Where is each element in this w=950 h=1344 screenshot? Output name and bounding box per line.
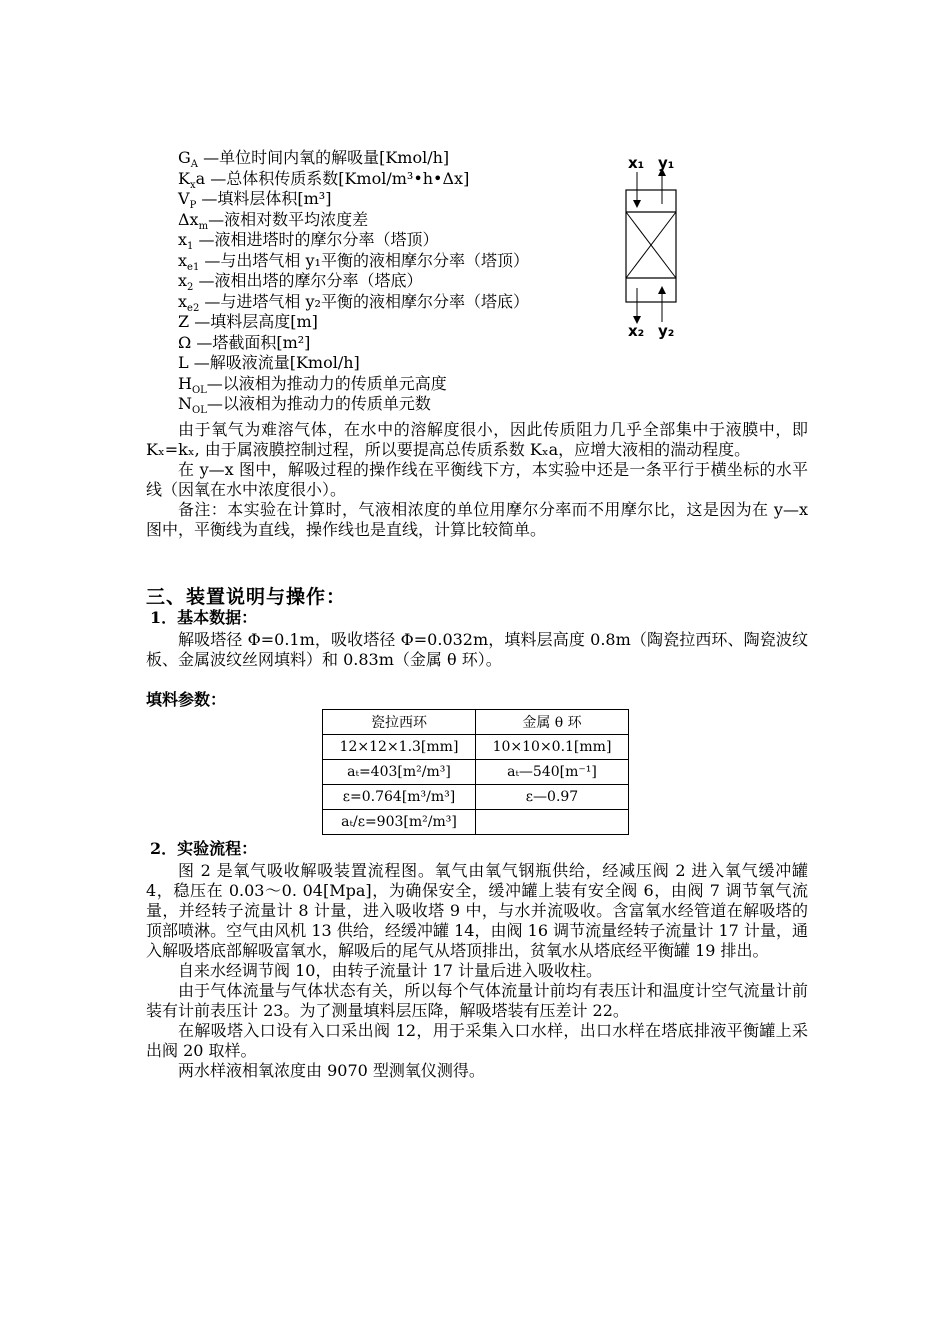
symbol-description: —塔截面积[m²]	[191, 332, 311, 352]
table-cell: ε—0.97	[476, 785, 629, 810]
symbol-description: —与出塔气相 y₁平衡的液相摩尔分率（塔顶）	[199, 250, 529, 270]
section-3-heading: 三、装置说明与操作：	[146, 586, 347, 608]
table-header-row	[323, 710, 629, 735]
symbol-subscript: e2	[187, 302, 200, 314]
column-shell	[626, 190, 676, 302]
basic-data-heading: 1．基本数据：	[150, 608, 258, 627]
symbol-name: Z	[178, 312, 190, 331]
symbol-description: —液相进塔时的摩尔分率（塔顶）	[193, 230, 439, 249]
symbol-description: —填料层体积[m³]	[196, 189, 332, 208]
packing-params-heading: 填料参数：	[146, 690, 227, 709]
flow-section	[146, 861, 808, 1081]
packed-column-figure	[612, 150, 692, 350]
table-header-cell: 金属 θ 环	[476, 710, 629, 735]
table-row	[323, 785, 629, 810]
symbol-definition	[178, 169, 469, 189]
basic-data-text: 解吸塔径 Φ=0.1m，吸收塔径 Φ=0.032m，填料层高度 0.8m（陶瓷拉西环、陶瓷波纹板、金属波纹丝网填料）和 0.83m（金属 θ 环）。	[146, 630, 808, 669]
symbol-definition	[178, 312, 318, 332]
flow-heading: 2．实验流程：	[150, 839, 258, 858]
label-y1: y₁	[658, 154, 675, 172]
symbol-description: —单位时间内氧的解吸量[Kmol/h]	[198, 148, 450, 167]
symbol-subscript: e1	[187, 261, 200, 273]
symbol-subscript: m	[198, 220, 209, 232]
symbol-subscript: x	[189, 179, 196, 191]
symbol-subscript: 1	[187, 241, 194, 253]
symbol-description: —以液相为推动力的传质单元数	[206, 394, 431, 413]
symbol-description: —与进塔气相 y₂平衡的液相摩尔分率（塔底）	[199, 291, 529, 311]
symbol-definition	[178, 148, 450, 171]
label-x2: x₂	[628, 322, 645, 340]
intro-paragraph-1: 由于氧气为难溶气体，在水中的溶解度很小，因此传质阻力几乎全部集中于液膜中，即 Kₓ=kₓ, 由于属液膜控制过程，所以要提高总传质系数 Kₓa，应增大液相的湍动程度。	[146, 420, 808, 459]
table-row	[323, 735, 629, 760]
symbol-definition	[178, 353, 360, 373]
symbol-definition	[178, 394, 431, 417]
symbol-name: G	[178, 148, 191, 167]
symbol-name: K	[178, 168, 190, 188]
symbol-subscript: OL	[192, 405, 207, 417]
symbol-subscript: A	[190, 159, 199, 171]
symbol-subscript: OL	[191, 384, 207, 396]
symbol-name: x	[178, 291, 188, 311]
symbol-description: —以液相为推动力的传质单元高度	[206, 373, 447, 393]
symbol-description: —解吸液流量[Kmol/h]	[188, 353, 360, 372]
symbol-name: x	[178, 250, 188, 270]
table-cell: aₜ=403[m²/m³]	[323, 760, 476, 785]
packing-params-table	[322, 709, 629, 835]
flow-paragraph-4: 在解吸塔入口设有入口采出阀 12，用于采集入口水样，出口水样在塔底排液平衡罐上采出阀 20 取样。	[146, 1021, 808, 1060]
symbol-name: Ω	[178, 332, 192, 352]
basic-data-section	[146, 630, 808, 670]
table-cell: 12×12×1.3[mm]	[323, 735, 476, 760]
symbol-name: V	[178, 189, 190, 208]
symbol-definition	[178, 230, 439, 253]
symbol-description: —液相对数平均浓度差	[208, 209, 369, 229]
symbol-description: a —总体积传质系数[Kmol/m³•h•Δx]	[195, 168, 470, 188]
symbol-name: x	[178, 271, 188, 290]
symbol-definition	[178, 189, 332, 212]
label-x1: x₁	[628, 154, 645, 172]
label-y2: y₂	[658, 322, 675, 340]
table-cell	[476, 810, 629, 835]
symbol-name: x	[178, 230, 188, 249]
symbol-name: N	[178, 394, 192, 413]
symbol-subscript: P	[189, 200, 197, 212]
symbol-description: —液相出塔的摩尔分率（塔底）	[193, 271, 423, 290]
symbol-definition	[178, 333, 310, 353]
symbol-definition	[178, 251, 529, 271]
symbol-name: H	[178, 373, 192, 393]
symbol-definition	[178, 210, 368, 230]
intro-paragraph-3: 备注：本实验在计算时，气液相浓度的单位用摩尔分率而不用摩尔比，这是因为在 y—x 图中，平衡线为直线，操作线也是直线，计算比较简单。	[146, 500, 808, 539]
column-diagram	[612, 150, 692, 354]
flow-paragraph-3: 由于气体流量与气体状态有关，所以每个气体流量计前均有表压计和温度计空气流量计前装有计前表压计 23。为了测量填料层压降，解吸塔装有压差计 22。	[146, 981, 808, 1020]
table-cell: aₜ—540[m⁻¹]	[476, 760, 629, 785]
table-cell: ε=0.764[m³/m³]	[323, 785, 476, 810]
flow-paragraph-1: 图 2 是氧气吸收解吸装置流程图。氧气由氧气钢瓶供给，经减压阀 2 进入氧气缓冲罐 4，稳压在 0.03～0. 04[Mpa]，为确保安全，缓冲罐上装有安全阀 6，由阀 7 调节氧气流量，并经转子流量计 8 计量，进入吸收塔 9 中，与水并流吸收。含富氧水经管道在解吸塔的顶部喷淋。空气由风机 13 供给，经缓冲罐 14，由阀 16 调节流量经转子流量计 17 计量，通入解吸塔底部解吸富氧水，解吸后的尾气从塔顶排出，贫氧水从塔底经平衡罐 19 排出。	[146, 861, 808, 960]
symbol-name: Δx	[178, 209, 199, 229]
symbol-definition	[178, 271, 423, 294]
symbol-description: —填料层高度[m]	[189, 312, 318, 331]
table-row	[323, 760, 629, 785]
symbol-name: L	[178, 353, 189, 372]
symbol-subscript: 2	[187, 282, 194, 294]
table-cell: 10×10×0.1[mm]	[476, 735, 629, 760]
table-header-cell: 瓷拉西环	[323, 710, 476, 735]
table-cell: aₜ/ε=903[m²/m³]	[323, 810, 476, 835]
table-row	[323, 810, 629, 835]
intro-section	[146, 420, 808, 540]
flow-paragraph-5: 两水样液相氧浓度由 9070 型测氧仪测得。	[178, 1061, 485, 1080]
symbol-definition	[178, 374, 447, 394]
symbol-definition	[178, 292, 529, 312]
flow-paragraph-2: 自来水经调节阀 10，由转子流量计 17 计量后进入吸收柱。	[178, 961, 602, 980]
intro-paragraph-2: 在 y—x 图中，解吸过程的操作线在平衡线下方，本实验中还是一条平行于横坐标的水平线（因氧在水中浓度很小）。	[146, 460, 808, 499]
